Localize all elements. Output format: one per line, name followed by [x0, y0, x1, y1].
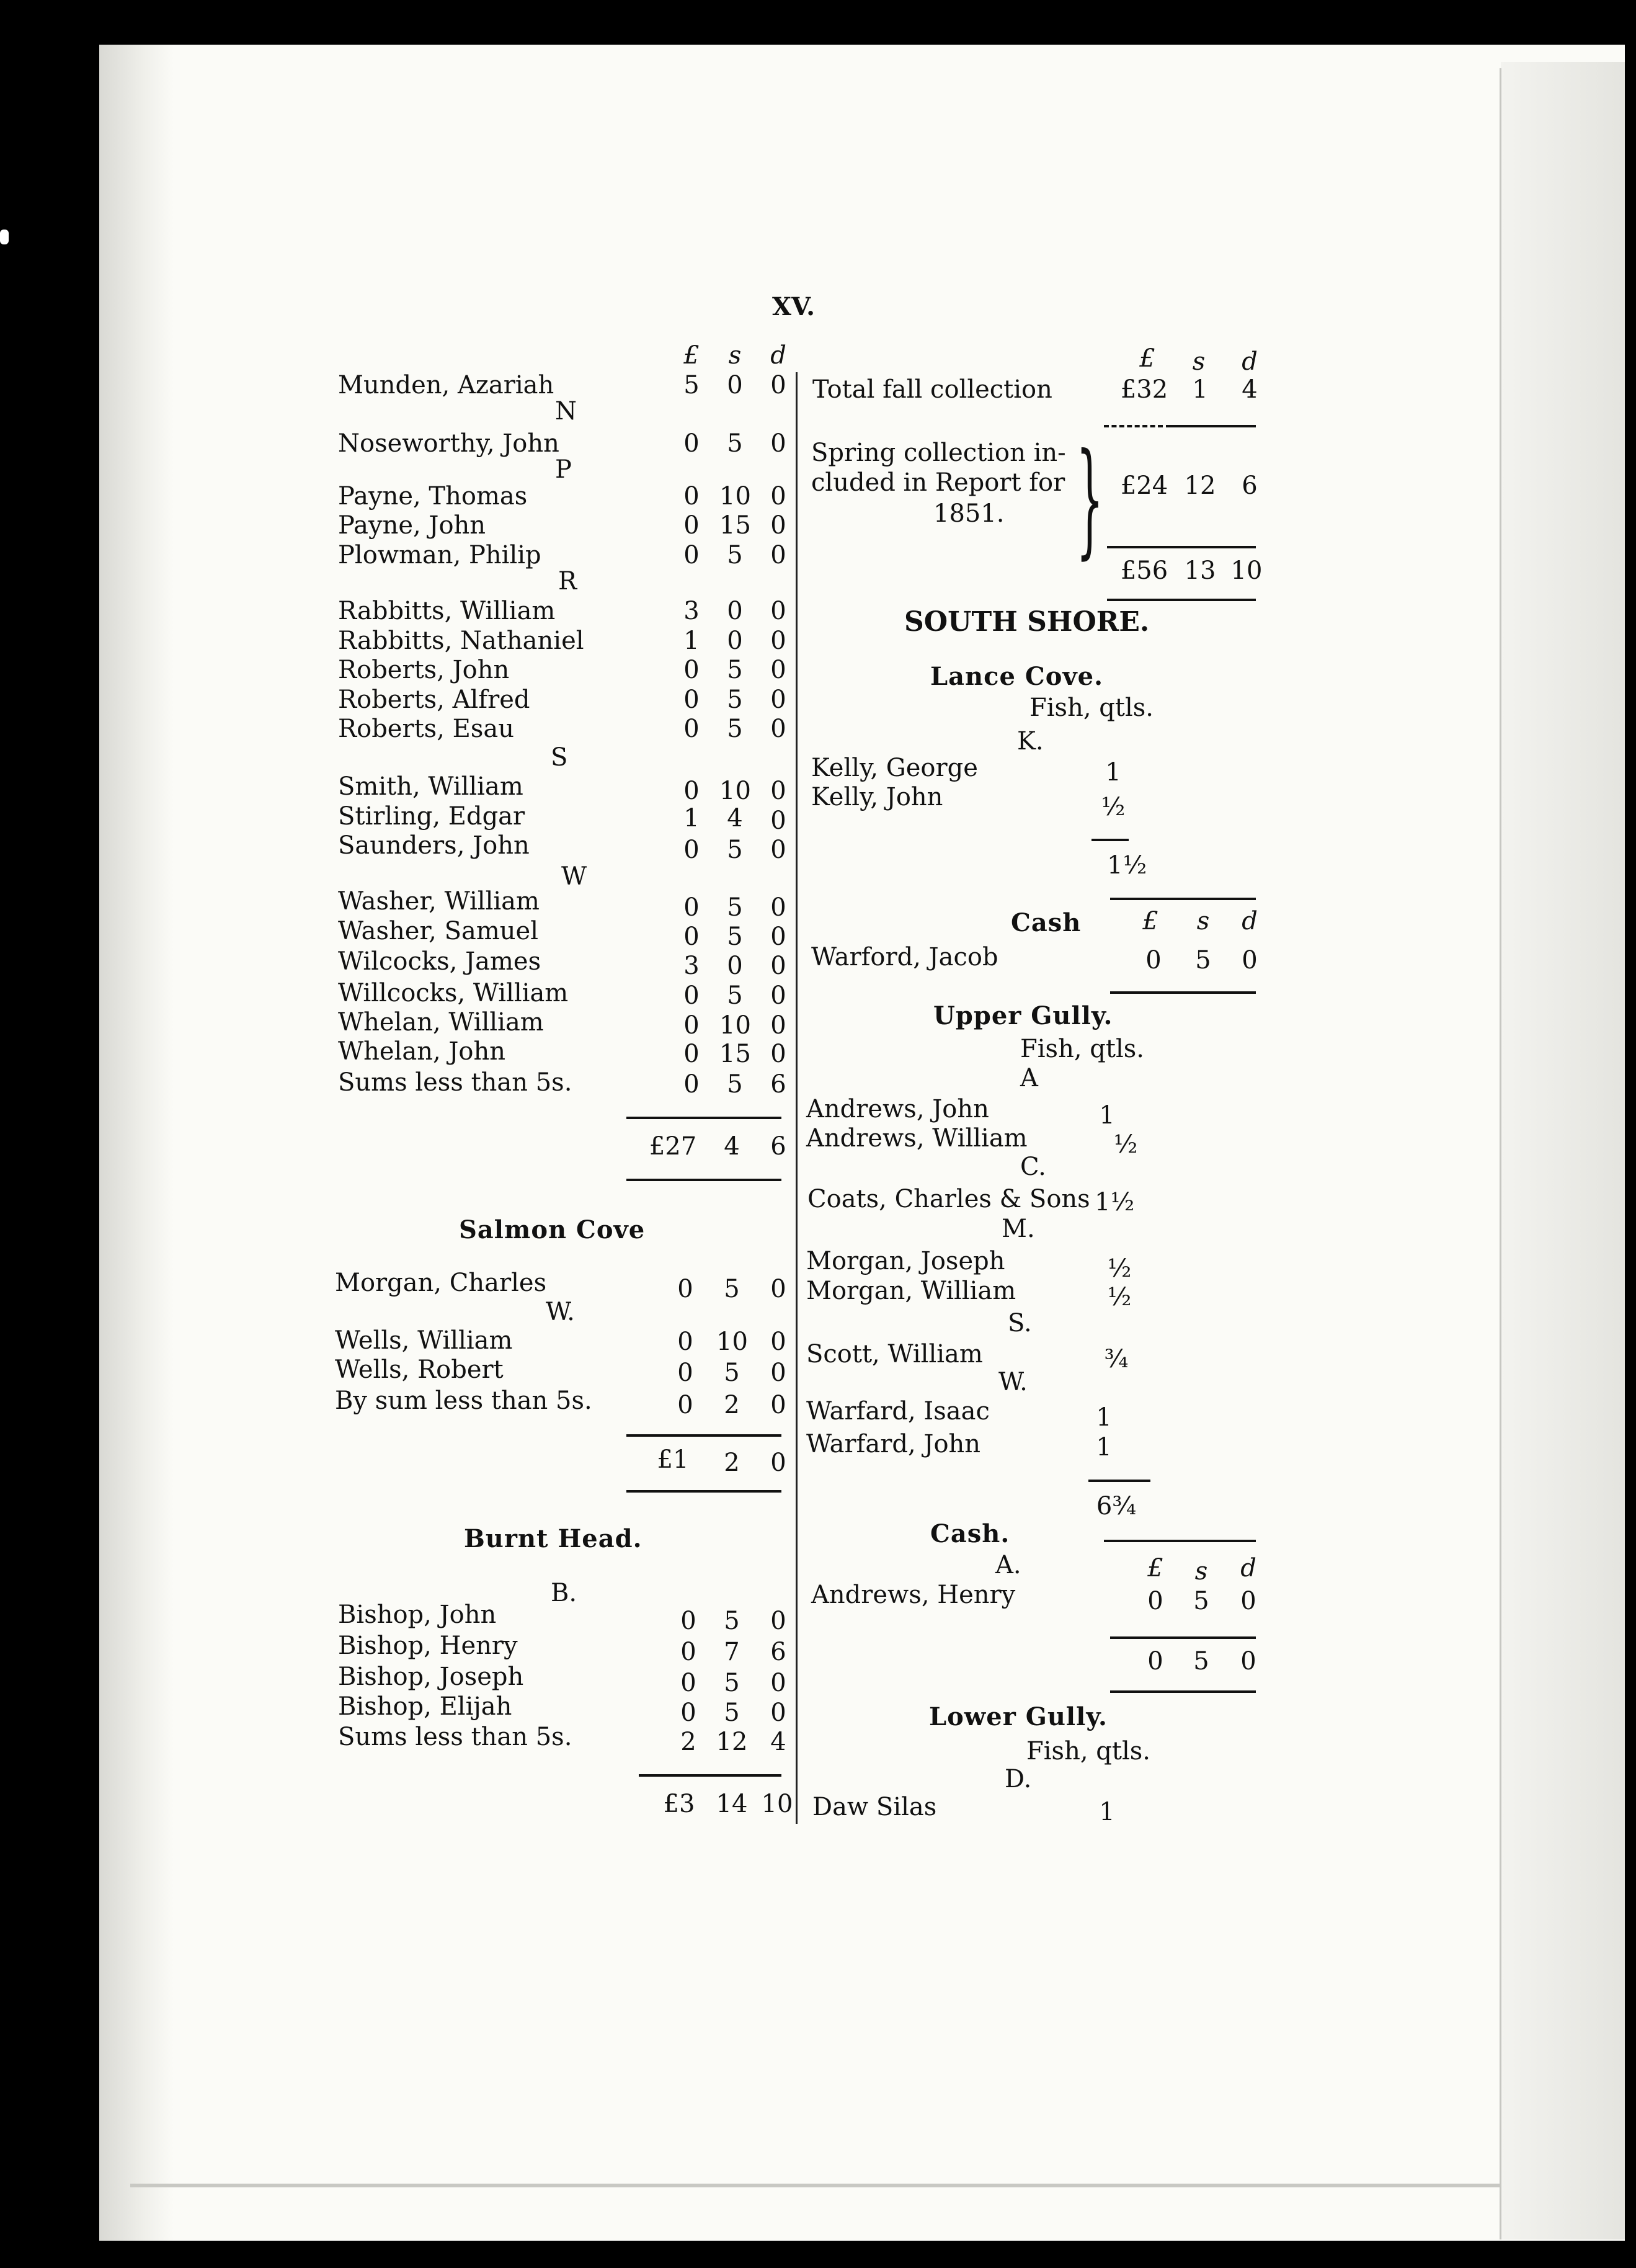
amount-shillings: 10 — [719, 482, 751, 511]
amount-shillings: 5 — [727, 429, 743, 458]
amount-shillings: 5 — [727, 685, 743, 714]
list-item: Washer, William — [338, 887, 540, 916]
amount-pounds: 0 — [683, 511, 700, 540]
amount-shillings: 5 — [724, 1359, 740, 1387]
amount-shillings: 5 — [727, 541, 743, 569]
quantity: ½ — [1107, 1283, 1132, 1311]
amount-pence: 0 — [770, 429, 786, 458]
amount-shillings: 10 — [716, 1328, 748, 1356]
list-item: Payne, John — [338, 511, 486, 540]
letter-heading: N — [555, 397, 577, 426]
amount-pence: 0 — [770, 777, 786, 805]
amount-pounds: 1 — [683, 804, 700, 833]
scan-hole — [0, 230, 9, 244]
list-item: Warford, Jacob — [811, 943, 998, 971]
amount-pounds: 0 — [683, 685, 700, 714]
page-edge-left — [99, 45, 174, 2241]
letter-heading: B. — [551, 1579, 577, 1607]
amount-shillings: 5 — [724, 1669, 740, 1697]
quantity: ½ — [1107, 1254, 1132, 1283]
list-item: Sums less than 5s. — [338, 1068, 572, 1097]
amount-pence: 0 — [770, 1669, 786, 1697]
amount-pence: 6 — [770, 1638, 786, 1666]
letter-heading: P — [555, 455, 572, 484]
amount-shillings: 0 — [727, 371, 743, 400]
quantity: 1 — [1096, 1403, 1112, 1432]
cash-shilling-header: s — [1194, 1557, 1208, 1586]
list-item: Morgan, Charles — [335, 1269, 547, 1297]
section-heading-lance-cove: Lance Cove. — [930, 662, 1103, 691]
amount-pounds: 0 — [683, 482, 700, 511]
amount-pence: 0 — [770, 893, 786, 922]
amount-pence: 0 — [770, 1011, 786, 1040]
letter-heading: W. — [546, 1298, 575, 1326]
amount-pounds: 0 — [1145, 946, 1162, 975]
amount-shillings: 5 — [1193, 1587, 1209, 1615]
rule — [1091, 839, 1129, 841]
amount-pounds: 3 — [683, 952, 700, 980]
list-item: Payne, Thomas — [338, 482, 528, 511]
rule — [626, 1179, 781, 1181]
rule — [626, 1434, 781, 1437]
letter-heading: C. — [1020, 1153, 1046, 1181]
letter-heading: R — [558, 567, 577, 596]
fall-pounds: £32 — [1120, 375, 1168, 404]
grand-total-pounds: £56 — [1120, 556, 1168, 585]
amount-pounds: 0 — [677, 1275, 693, 1303]
right-pence-header: d — [1242, 347, 1258, 376]
list-item: Bishop, Elijah — [338, 1692, 512, 1721]
amount-pounds: 0 — [683, 777, 700, 805]
amount-pence: 0 — [770, 482, 786, 511]
list-item: Bishop, Joseph — [338, 1663, 524, 1691]
amount-shillings: 12 — [716, 1728, 748, 1756]
total-shillings: 14 — [716, 1790, 748, 1818]
letter-heading: S — [551, 743, 568, 772]
list-item: Warfard, Isaac — [806, 1397, 990, 1426]
amount-pence: 0 — [770, 1699, 786, 1727]
total-pence: 10 — [761, 1790, 793, 1818]
amount-pounds: 1 — [683, 627, 700, 655]
rule — [1110, 1636, 1256, 1639]
rule — [1104, 425, 1163, 427]
amount-pounds: 0 — [683, 656, 700, 684]
amount-pence: 6 — [770, 1070, 786, 1099]
letter-heading: A. — [995, 1551, 1021, 1579]
cash-total-pounds: 0 — [1147, 1647, 1163, 1676]
amount-shillings: 15 — [719, 511, 751, 540]
list-item: Plowman, Philip — [338, 541, 541, 569]
total-pounds: £3 — [663, 1790, 695, 1818]
rule — [1104, 1540, 1256, 1542]
cash-pence-header: d — [1240, 1554, 1256, 1583]
amount-pence: 0 — [770, 511, 786, 540]
section-heading-salmon-cove: Salmon Cove — [459, 1215, 646, 1244]
amount-pounds: 3 — [683, 597, 700, 625]
amount-pence: 0 — [770, 1275, 786, 1303]
list-item: Scott, William — [806, 1340, 983, 1368]
quantity: 1 — [1099, 1101, 1115, 1130]
letter-heading: S. — [1008, 1309, 1032, 1337]
letter-heading: W. — [998, 1368, 1028, 1396]
left-pound-header: £ — [683, 341, 700, 370]
rule — [626, 1117, 781, 1119]
amount-shillings: 15 — [719, 1040, 751, 1068]
list-item: Wells, Robert — [335, 1355, 504, 1384]
letter-heading: M. — [1002, 1215, 1035, 1243]
spring-collection-line-2: cluded in Report for — [811, 468, 1065, 497]
amount-shillings: 0 — [727, 952, 743, 980]
section-heading-upper-gully: Upper Gully. — [933, 1001, 1113, 1030]
total-shillings: 2 — [724, 1449, 740, 1477]
amount-shillings: 5 — [724, 1275, 740, 1303]
list-item: Roberts, Alfred — [338, 685, 530, 714]
spring-collection-line-3: 1851. — [933, 499, 1005, 528]
amount-shillings: 2 — [724, 1391, 740, 1419]
quantity: 1 — [1099, 1798, 1115, 1826]
rule — [639, 1774, 781, 1777]
amount-shillings: 5 — [727, 1070, 743, 1099]
total-fall-collection-label: Total fall collection — [812, 375, 1052, 404]
amount-pounds: 0 — [677, 1391, 693, 1419]
amount-pence: 0 — [770, 981, 786, 1010]
amount-shillings: 0 — [727, 597, 743, 625]
quantity: 1½ — [1095, 1188, 1135, 1217]
list-item: Andrews, William — [806, 1124, 1028, 1153]
amount-pounds: 0 — [683, 893, 700, 922]
rule — [1110, 991, 1256, 994]
amount-pounds: 0 — [1147, 1587, 1163, 1615]
list-item: Rabbitts, William — [338, 597, 556, 625]
amount-pence: 0 — [770, 685, 786, 714]
brace: } — [1076, 427, 1104, 571]
list-item: Wells, William — [335, 1326, 513, 1355]
quantity: ½ — [1113, 1130, 1138, 1159]
letter-heading: W — [561, 862, 587, 891]
amount-shillings: 10 — [719, 1011, 751, 1040]
list-item: Warfard, John — [806, 1430, 981, 1458]
cash-pound-header: £ — [1147, 1554, 1163, 1583]
spring-pence: 6 — [1242, 471, 1258, 500]
fall-pence: 4 — [1242, 375, 1258, 404]
left-shilling-header: s — [728, 341, 742, 370]
list-item: Morgan, William — [806, 1277, 1016, 1305]
amount-pounds: 0 — [680, 1638, 696, 1666]
quantity: 1 — [1105, 758, 1121, 787]
list-item: By sum less than 5s. — [335, 1386, 592, 1415]
spring-pounds: £24 — [1120, 471, 1168, 500]
total-quantity: 1½ — [1107, 851, 1147, 880]
right-shilling-header: s — [1192, 347, 1206, 376]
amount-pounds: 0 — [677, 1328, 693, 1356]
list-item: Munden, Azariah — [338, 371, 554, 400]
amount-pounds: 0 — [683, 836, 700, 864]
amount-pounds: 0 — [680, 1699, 696, 1727]
list-item: Bishop, John — [338, 1601, 497, 1629]
list-item: Stirling, Edgar — [338, 802, 525, 831]
list-item: Whelan, John — [338, 1037, 506, 1066]
page-edge-bottom — [130, 2184, 1501, 2187]
amount-shillings: 5 — [1195, 946, 1211, 975]
amount-shillings: 10 — [719, 777, 751, 805]
amount-pounds: 0 — [683, 1011, 700, 1040]
cash-total-pence: 0 — [1240, 1647, 1256, 1676]
spring-collection-line-1: Spring collection in- — [811, 439, 1066, 467]
amount-pounds: 2 — [680, 1728, 696, 1756]
amount-pounds: 0 — [683, 1070, 700, 1099]
list-item: Morgan, Joseph — [806, 1247, 1005, 1275]
letter-heading: K. — [1017, 727, 1044, 756]
amount-pence: 0 — [770, 1328, 786, 1356]
amount-pence: 0 — [1242, 946, 1258, 975]
total-shillings: 4 — [724, 1132, 740, 1161]
total-pounds: £27 — [649, 1132, 697, 1161]
amount-pounds: 0 — [677, 1359, 693, 1387]
page-number: XV. — [772, 292, 816, 321]
list-item: Roberts, John — [338, 656, 510, 684]
amount-shillings: 0 — [727, 627, 743, 655]
list-item: Kelly, John — [811, 783, 943, 811]
rule — [626, 1490, 781, 1493]
total-pence: 6 — [770, 1132, 786, 1161]
cash-heading: Cash. — [930, 1519, 1010, 1548]
amount-shillings: 5 — [727, 836, 743, 864]
list-item: Andrews, Henry — [811, 1581, 1016, 1609]
amount-pence: 0 — [770, 1359, 786, 1387]
amount-pence: 0 — [770, 1040, 786, 1068]
amount-shillings: 5 — [727, 922, 743, 951]
list-item: Noseworthy, John — [338, 429, 559, 458]
amount-shillings: 5 — [727, 715, 743, 743]
cash-shilling-header: s — [1196, 907, 1210, 935]
amount-pence: 0 — [770, 922, 786, 951]
amount-shillings: 4 — [727, 804, 743, 833]
total-quantity: 6¾ — [1096, 1492, 1137, 1520]
quantity: 1 — [1096, 1433, 1112, 1462]
list-item: Sums less than 5s. — [338, 1723, 572, 1751]
amount-pounds: 5 — [683, 371, 700, 400]
list-item: Andrews, John — [806, 1095, 989, 1123]
rule — [1107, 599, 1256, 601]
amount-pounds: 0 — [683, 541, 700, 569]
quantity: ¾ — [1104, 1345, 1129, 1373]
left-pence-header: d — [770, 341, 786, 370]
amount-pence: 0 — [770, 627, 786, 655]
rule — [1110, 898, 1256, 900]
section-heading-lower-gully: Lower Gully. — [929, 1702, 1108, 1731]
unit-label: Fish, qtls. — [1029, 694, 1154, 722]
list-item: Willcocks, William — [338, 979, 569, 1007]
unit-label: Fish, qtls. — [1020, 1035, 1144, 1063]
grand-total-shillings: 13 — [1184, 556, 1216, 585]
list-item: Saunders, John — [338, 831, 530, 860]
grand-total-pence: 10 — [1230, 556, 1263, 585]
amount-pounds: 0 — [680, 1607, 696, 1635]
amount-shillings: 5 — [724, 1699, 740, 1727]
amount-shillings: 5 — [724, 1607, 740, 1635]
amount-pence: 0 — [770, 806, 786, 835]
quantity: ½ — [1101, 793, 1126, 821]
amount-pence: 0 — [770, 836, 786, 864]
section-heading-burnt-head: Burnt Head. — [464, 1524, 642, 1553]
amount-pounds: 0 — [683, 429, 700, 458]
amount-pence: 0 — [770, 952, 786, 980]
amount-shillings: 7 — [724, 1638, 740, 1666]
total-pounds: £1 — [657, 1445, 689, 1474]
list-item: Washer, Samuel — [338, 917, 539, 945]
list-item: Daw Silas — [812, 1793, 937, 1821]
cash-heading: Cash — [1011, 908, 1082, 937]
total-pence: 0 — [770, 1449, 786, 1477]
rule — [1166, 425, 1256, 427]
right-pound-header: £ — [1139, 344, 1155, 373]
list-item: Kelly, George — [811, 754, 978, 782]
amount-pence: 0 — [1240, 1587, 1256, 1615]
page-edge-right — [1501, 62, 1625, 2239]
amount-shillings: 5 — [727, 981, 743, 1010]
amount-pounds: 0 — [683, 1040, 700, 1068]
amount-pence: 0 — [770, 371, 786, 400]
amount-pence: 0 — [770, 1391, 786, 1419]
letter-heading: A — [1020, 1064, 1038, 1092]
rule — [1088, 1480, 1150, 1482]
amount-pence: 0 — [770, 656, 786, 684]
list-item: Roberts, Esau — [338, 715, 514, 743]
amount-shillings: 5 — [727, 656, 743, 684]
amount-pounds: 0 — [680, 1669, 696, 1697]
spring-shillings: 12 — [1184, 471, 1216, 500]
section-heading-south-shore: SOUTH SHORE. — [904, 606, 1150, 638]
amount-pence: 0 — [770, 597, 786, 625]
amount-pounds: 0 — [683, 981, 700, 1010]
cash-total-shillings: 5 — [1193, 1647, 1209, 1676]
rule — [1107, 546, 1256, 548]
letter-heading: D. — [1005, 1765, 1032, 1793]
cash-pound-header: £ — [1142, 907, 1158, 935]
column-divider — [796, 372, 798, 1824]
amount-pounds: 0 — [683, 715, 700, 743]
list-item: Whelan, William — [338, 1008, 544, 1037]
list-item: Rabbitts, Nathaniel — [338, 627, 584, 655]
list-item: Smith, William — [338, 772, 523, 801]
amount-pounds: 0 — [683, 922, 700, 951]
list-item: Wilcocks, James — [338, 947, 541, 976]
fold-line — [1500, 68, 1501, 2239]
fall-shillings: 1 — [1192, 375, 1208, 404]
amount-pence: 0 — [770, 1607, 786, 1635]
amount-pence: 0 — [770, 541, 786, 569]
amount-pence: 4 — [770, 1728, 786, 1756]
rule — [1110, 1690, 1256, 1693]
amount-shillings: 5 — [727, 893, 743, 922]
cash-pence-header: d — [1242, 907, 1258, 935]
amount-pence: 0 — [770, 715, 786, 743]
unit-label: Fish, qtls. — [1026, 1737, 1150, 1766]
list-item: Bishop, Henry — [338, 1632, 518, 1660]
list-item: Coats, Charles & Sons — [807, 1185, 1090, 1213]
